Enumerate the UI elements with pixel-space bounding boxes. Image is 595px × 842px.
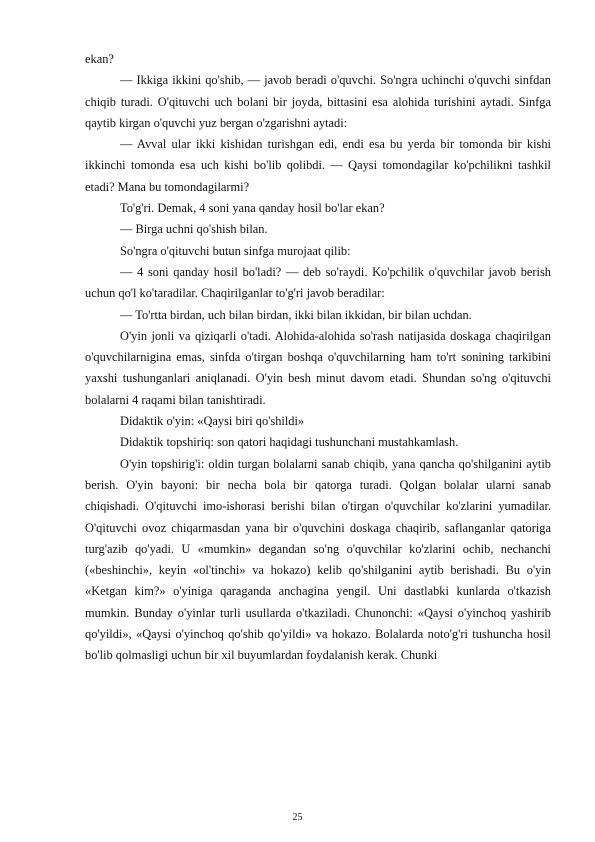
paragraph-9: O'yin jonli va qiziqarli o'tadi. Alohida-alohida so'rash natijasida doskaga chaqirilgan o'quvchilarnigina emas, sinfda o'tirgan boshqa o'quvchilarning ham to'rt sonining tarkibini yaxshi tushunganlari aniqlanadi. O'yin besh minut davom etadi. Shundan so'ng o'qituvchi bolalarni 4 raqami bilan tanishtiradi. — [85, 328, 551, 407]
page-number: 25 — [292, 812, 303, 823]
paragraph-2: — Ikkiga ikkini qo'shib, — javob beradi o'quvchi. So'ngra uchinchi o'quvchi sinfdan chiqib turadi. O'qituvchi uch bolani bir joyda, bittasini esa alohida turishini aytadi. Sinfga qaytib kirgan o'quvchi yuz bergan o'zgarishni aytadi: — [85, 73, 551, 130]
paragraph-8: — To'rtta birdan, uch bilan birdan, ikki bilan ikkidan, bir bilan uchdan. — [120, 307, 472, 322]
game-title: Didaktik o'yin: «Qaysi biri qo'shildi» — [120, 414, 305, 429]
paragraph-6: So'ngra o'qituvchi butun sinfga murojaat qilib: — [120, 243, 351, 258]
paragraph-1: ekan? — [85, 52, 114, 66]
game-description: O'yin topshirig'i: oldin turgan bolalarni sanab chiqib, yana qancha qo'shilganini aytib berish. O'yin bayoni: bir necha bola bir qatorga turadi. Qolgan bolalar ularni sanab chiqishadi. O'qituvchi imo-ishorasi berishi bilan o'tirgan o'quvchilar ko'zlarini yumadilar. O'qituvchi ovoz chiqarmasdan yana bir o'quvchini doskaga chaqirib, saflanganlar qatoriga turg'azib qo'yadi. U «mumkin» degandan so'ng o'quvchilar ko'zlarini ochib, nechanchi («beshinchi», keyin «ol'tinchi» va hokazo) kelib qo'shilganini aytib berishadi. Bu o'yin «Ketgan kim?» o'yiniga qaraganda anchagina yengil. Uni dastlabki kunlarda o'tkazish mumkin. Bunday o'yinlar turli usullarda o'tkaziladi. Chunonchi: «Qaysi o'yinchoq yashirib qo'yildi», «Qaysi o'yinchoq qo'shib qo'yildi» va hokazo. Bolalarda noto'g'ri tushuncha hosil bo'lib qolmasligi uchun bir xil buyumlardan foydalanish kerak. Chunki — [85, 456, 551, 663]
document-page — [85, 49, 551, 667]
paragraph-5: — Birga uchni qo'shish bilan. — [120, 222, 268, 237]
paragraph-4: To'g'ri. Demak, 4 soni yana qanday hosil bo'lar ekan? — [120, 201, 385, 216]
paragraph-7: — 4 soni qanday hosil bo'ladi? — deb so'raydi. Ko'pchilik o'quvchilar javob berish uchun qo'l ko'taradilar. Chaqirilganlar to'g'ri javob beradilar: — [85, 264, 551, 301]
paragraph-3: — Avval ular ikki kishidan turishgan edi, endi esa bu yerda bir tomonda bir kishi ikkinchi tomonda esa uch kishi bo'lib qolibdi. — Qaysi tomondagilar ko'pchilikni tashkil etadi? Mana bu tomondagilarmi? — [85, 137, 551, 194]
game-task: Didaktik topshiriq: son qatori haqidagi tushunchani mustahkamlash. — [120, 435, 459, 450]
